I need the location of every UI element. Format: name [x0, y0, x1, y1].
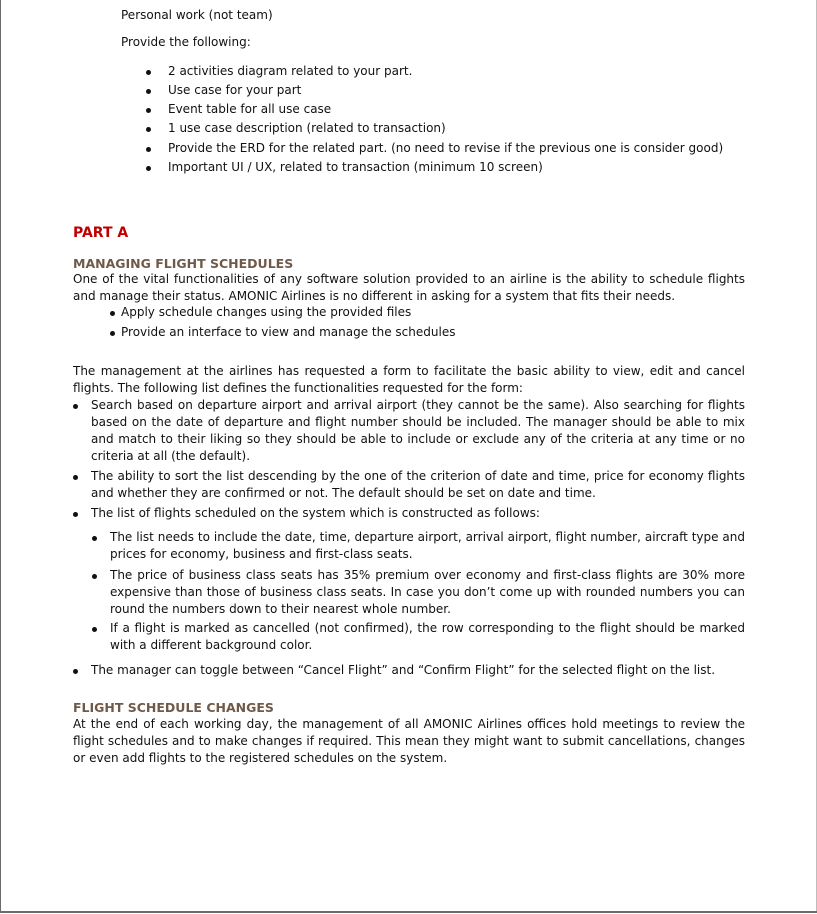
bullet-icon [73, 475, 78, 480]
sub-list-item: If a flight is marked as cancelled (not confirmed), the row corresponding to the flight should be marked with a different background color. [110, 621, 745, 652]
intro-line-provide: Provide the following: [121, 35, 251, 49]
list-item: Use case for your part [168, 83, 302, 97]
bullet-icon [92, 536, 97, 541]
sub-list-item: The price of business class seats has 35% premium over economy and first-class flights are 30% more expensive than those of business class seats. In case you don’t come up with rounded numbers you can round the numbers down to their nearest whole number. [110, 568, 745, 616]
list-item: Apply schedule changes using the provided files [121, 305, 412, 319]
bullet-icon [73, 512, 78, 517]
bullet-icon [110, 311, 115, 316]
list-item: The manager can toggle between “Cancel Flight” and “Confirm Flight” for the selected flight on the list. [91, 663, 716, 677]
bullet-icon [146, 127, 151, 132]
bullet-icon [146, 70, 151, 75]
list-item: Important UI / UX, related to transaction (minimum 10 screen) [168, 160, 543, 174]
page-border-left [0, 0, 1, 913]
bullet-icon [146, 89, 151, 94]
intro-line-personal-work: Personal work (not team) [121, 8, 273, 22]
list-item: 1 use case description (related to transaction) [168, 121, 446, 135]
sub-list-item: The list needs to include the date, time, departure airport, arrival airport, flight number, aircraft type and prices for economy, business and first-class seats. [110, 530, 745, 561]
list-item: Event table for all use case [168, 102, 332, 116]
bullet-icon [146, 166, 151, 171]
bullet-icon [146, 108, 151, 113]
bullet-icon [146, 147, 151, 152]
list-item: The list of flights scheduled on the system which is constructed as follows: [91, 506, 540, 520]
flight-schedule-changes-paragraph: At the end of each working day, the management of all AMONIC Airlines offices hold meetings to review the flight schedules and to make changes if required. This mean they might want to submit cancellations, changes or even add flights to the registered schedules on the system. [73, 717, 745, 765]
bullet-icon [73, 669, 78, 674]
management-request-paragraph: The management at the airlines has requested a form to facilitate the basic ability to view, edit and cancel flights. The following list defines the functionalities requested for the form: [73, 364, 745, 395]
bullet-icon [92, 574, 97, 579]
list-item: Provide an interface to view and manage the schedules [121, 325, 456, 339]
managing-flight-schedules-paragraph: One of the vital functionalities of any software solution provided to an airline is the ability to schedule flights and manage their status. AMONIC Airlines is no different in asking for a system that fits their needs. [73, 272, 745, 303]
managing-flight-schedules-heading: MANAGING FLIGHT SCHEDULES [73, 256, 294, 271]
list-item: Search based on departure airport and arrival airport (they cannot be the same). Also searching for flights based on the date of departure and flight number should be included. The manager should be able to mix and match to their liking so they should be able to include or exclude any of the criteria at any time or no criteria at all (the default). [91, 398, 745, 463]
page-border-bottom [0, 911, 817, 913]
bullet-icon [110, 331, 115, 336]
list-item: 2 activities diagram related to your part. [168, 64, 413, 78]
flight-schedule-changes-heading: FLIGHT SCHEDULE CHANGES [73, 700, 274, 715]
list-item: The ability to sort the list descending by the one of the criterion of date and time, price for economy flights and whether they are confirmed or not. The default should be set on date and time. [91, 469, 745, 500]
list-item: Provide the ERD for the related part. (no need to revise if the previous one is consider good) [168, 141, 724, 155]
part-a-title: PART A [73, 225, 129, 241]
bullet-icon [92, 627, 97, 632]
bullet-icon [73, 404, 78, 409]
